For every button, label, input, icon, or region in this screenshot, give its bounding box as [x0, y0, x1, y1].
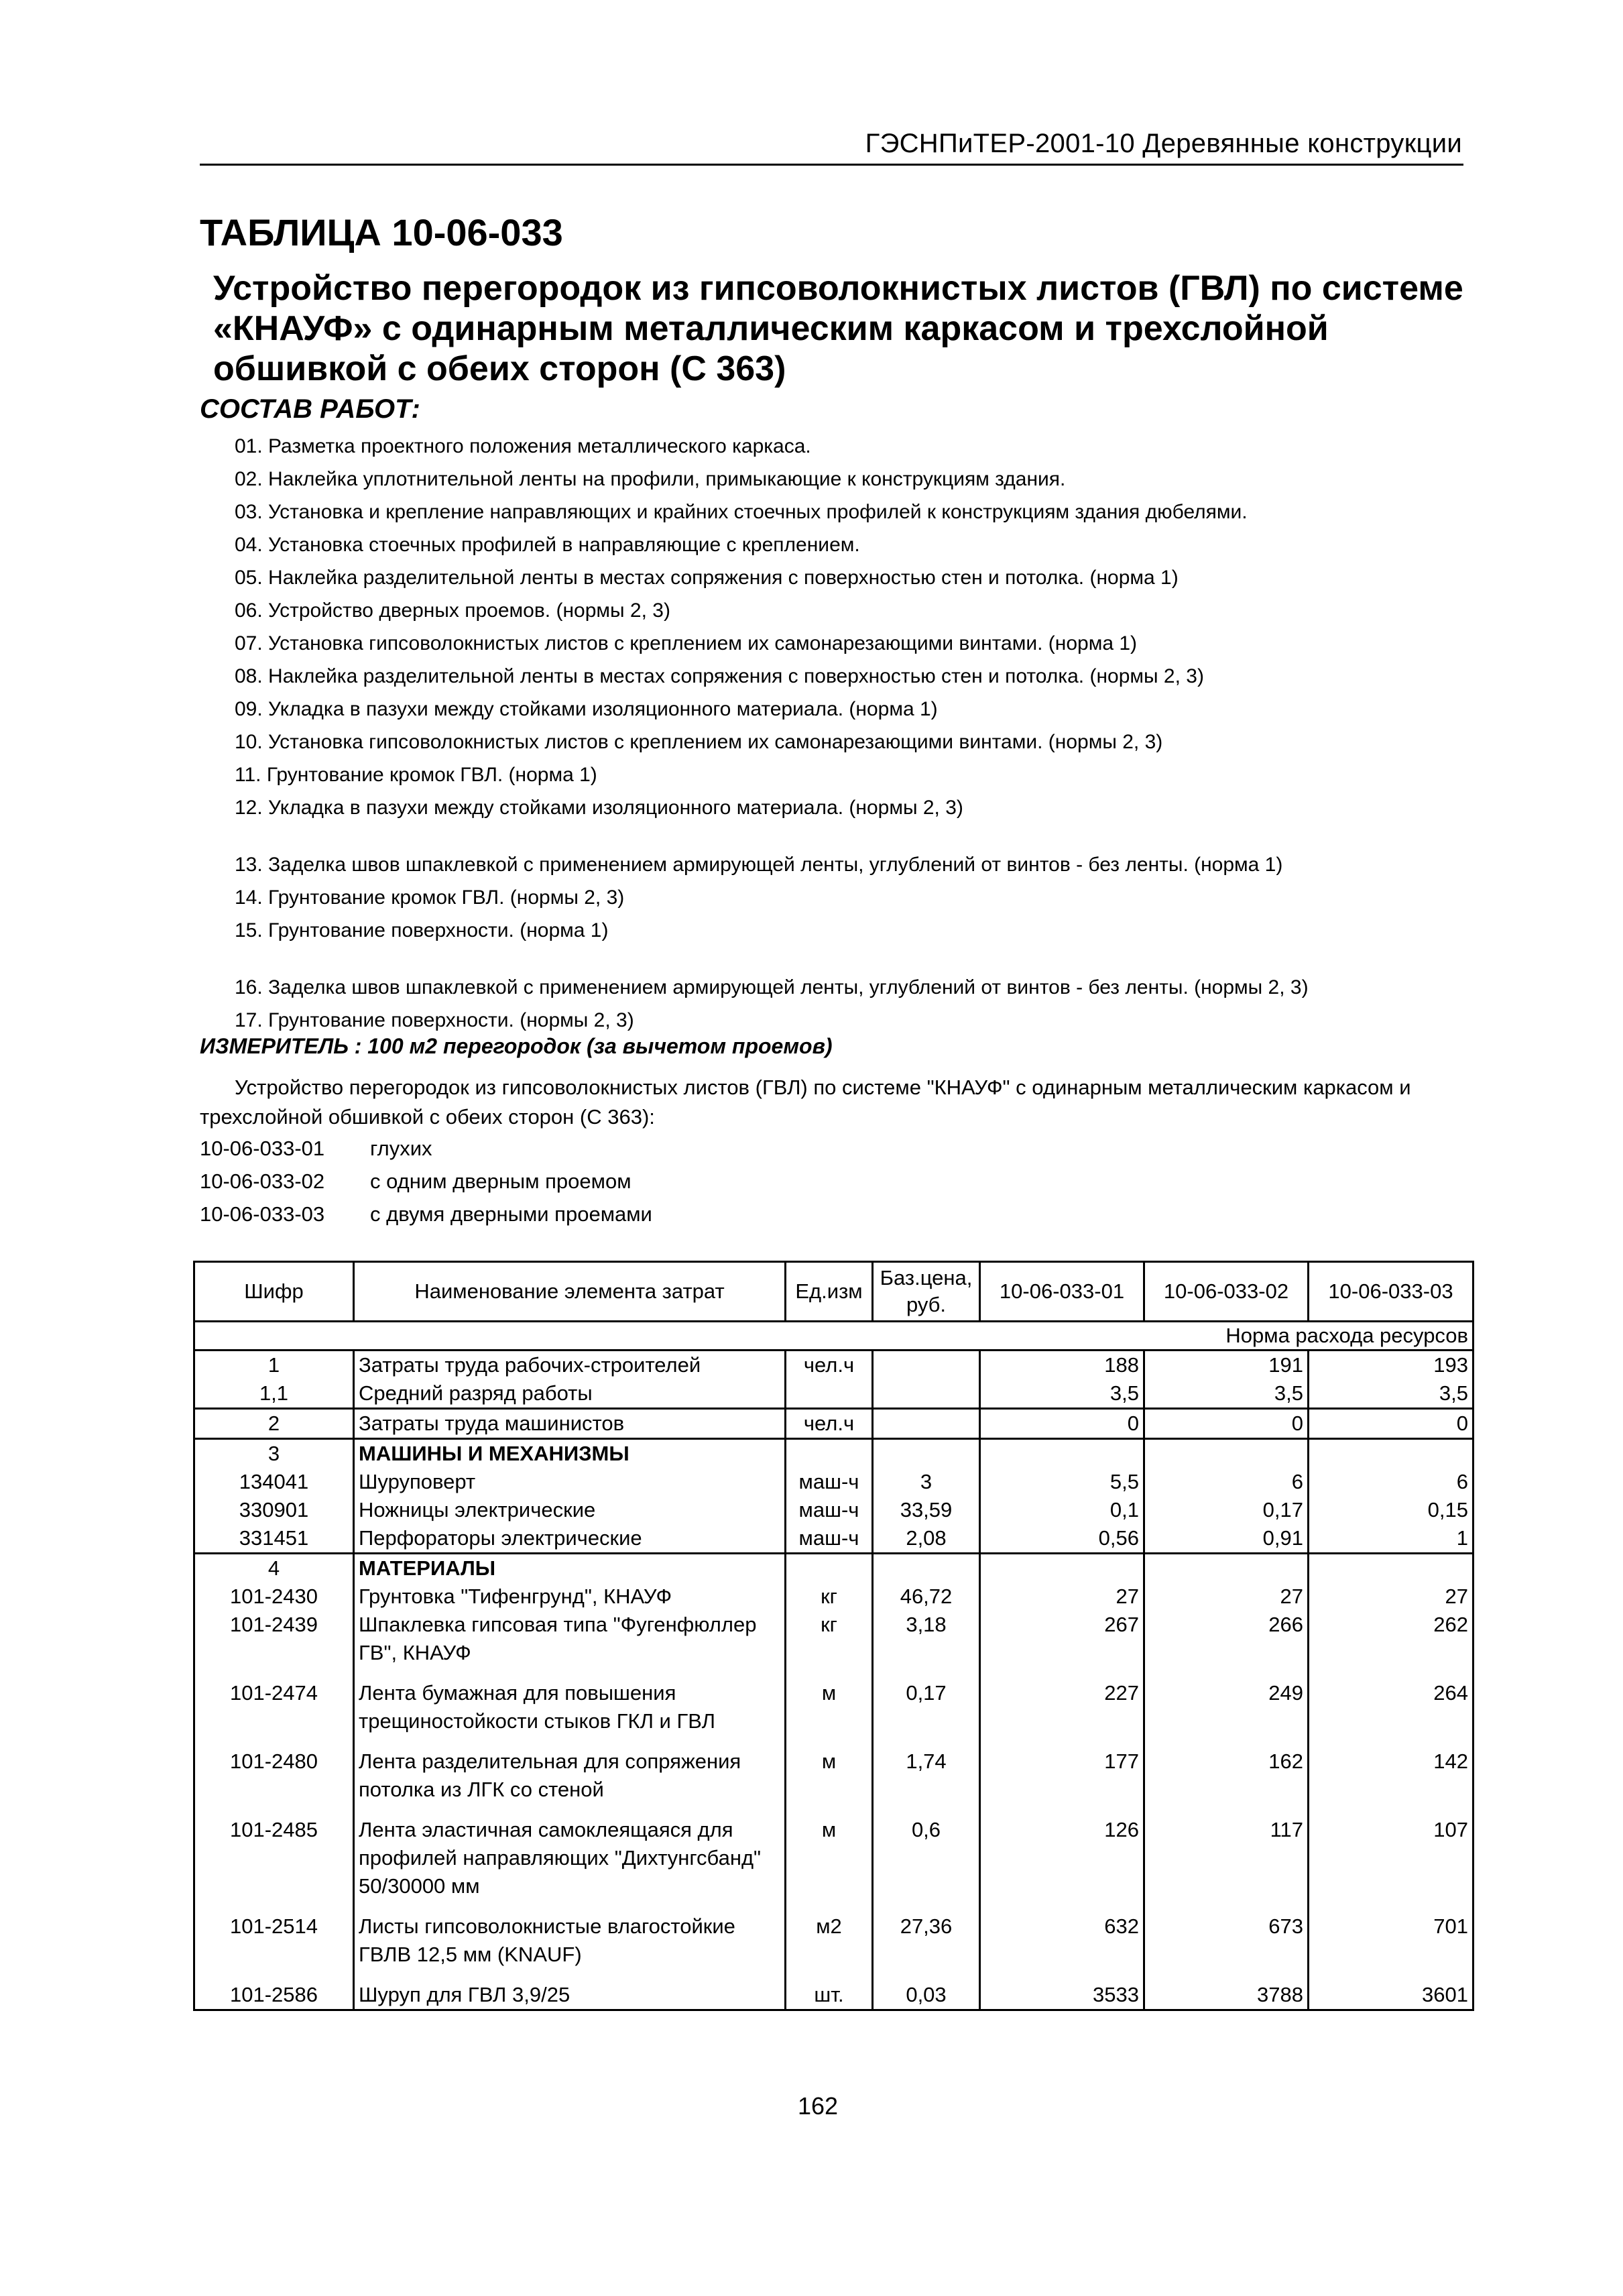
row-name: Лента разделительная для сопряжения потолка из ЛГК со стеной	[354, 1747, 786, 1816]
work-item: 07. Установка гипсоволокнистых листов с креплением их самонарезающими винтами. (норма 1)	[235, 632, 1138, 654]
row-code: 3	[194, 1439, 354, 1469]
row-unit: шт.	[786, 1981, 873, 2010]
row-value-2: 162	[1144, 1747, 1309, 1816]
work-item: 06. Устройство дверных проемов. (нормы 2, 3)	[235, 599, 670, 622]
row-name: Затраты труда машинистов	[354, 1409, 786, 1439]
table-row	[194, 1524, 1474, 1554]
row-unit: маш-ч	[786, 1496, 873, 1524]
table-row	[194, 1679, 1474, 1747]
header-name: Наименование элемента затрат	[354, 1262, 786, 1322]
table-header-row	[194, 1262, 1474, 1322]
row-unit	[786, 1554, 873, 1583]
work-item: 17. Грунтование поверхности. (нормы 2, 3)	[235, 1009, 634, 1031]
row-value-3: 701	[1309, 1912, 1474, 1981]
row-code: 134041	[194, 1468, 354, 1496]
row-value-1: 5,5	[980, 1468, 1144, 1496]
row-price: 3,18	[873, 1611, 980, 1679]
row-value-3: 3,5	[1309, 1379, 1474, 1409]
row-unit: м	[786, 1816, 873, 1912]
row-value-3: 107	[1309, 1816, 1474, 1912]
work-item: 03. Установка и крепление направляющих и крайних стоечных профилей к конструкциям здания дюбелями.	[235, 501, 1248, 523]
row-name: Шуруповерт	[354, 1468, 786, 1496]
row-price: 33,59	[873, 1496, 980, 1524]
row-value-2	[1144, 1554, 1309, 1583]
work-item: 16. Заделка швов шпаклевкой с применением армирующей ленты, углублений от винтов - без ленты. (нормы 2, 3)	[235, 976, 1309, 998]
row-price: 27,36	[873, 1912, 980, 1981]
work-item: 12. Укладка в пазухи между стойками изоляционного материала. (нормы 2, 3)	[235, 797, 963, 819]
row-value-1: 126	[980, 1816, 1144, 1912]
row-code: 101-2485	[194, 1816, 354, 1912]
row-value-1: 267	[980, 1611, 1144, 1679]
row-code: 331451	[194, 1524, 354, 1554]
row-code: 101-2430	[194, 1583, 354, 1611]
variants-description: Устройство перегородок из гипсоволокнистых листов (ГВЛ) по системе "КНАУФ" с одинарным металлическим каркасом и трехслойной обшивкой с обеих сторон (С 363):	[200, 1076, 1411, 1129]
table-code: ТАБЛИЦА 10-06-033	[200, 211, 563, 253]
header-variant-1: 10-06-033-01	[980, 1262, 1144, 1322]
table-row	[194, 1912, 1474, 1981]
measurement-unit: ИЗМЕРИТЕЛЬ : 100 м2 перегородок (за вычетом проемов)	[200, 1034, 833, 1058]
row-price: 0,17	[873, 1679, 980, 1747]
row-value-3: 0	[1309, 1409, 1474, 1439]
work-item: 01. Разметка проектного положения металлического каркаса.	[235, 435, 811, 457]
row-value-2: 0,17	[1144, 1496, 1309, 1524]
row-name: Шпаклевка гипсовая типа "Фугенфюллер ГВ", КНАУФ	[354, 1611, 786, 1679]
work-item: 11. Грунтование кромок ГВЛ. (норма 1)	[235, 764, 597, 786]
row-value-3: 142	[1309, 1747, 1474, 1816]
row-value-1: 227	[980, 1679, 1144, 1747]
row-unit: м	[786, 1679, 873, 1747]
row-unit: кг	[786, 1583, 873, 1611]
row-unit: маш-ч	[786, 1524, 873, 1554]
work-composition-heading: СОСТАВ РАБОТ:	[200, 394, 420, 424]
table-row	[194, 1981, 1474, 2010]
row-unit: м	[786, 1747, 873, 1816]
row-value-3	[1309, 1439, 1474, 1469]
table-row	[194, 1351, 1474, 1380]
row-name: Лента эластичная самоклеящаяся для профилей направляющих "Дихтунгсбанд" 50/30000 мм	[354, 1816, 786, 1912]
row-value-3: 264	[1309, 1679, 1474, 1747]
row-value-1: 632	[980, 1912, 1144, 1981]
row-name: Грунтовка "Тифенгрунд", КНАУФ	[354, 1583, 786, 1611]
row-value-1	[980, 1554, 1144, 1583]
row-value-2: 0	[1144, 1409, 1309, 1439]
work-item: 04. Установка стоечных профилей в направляющие с креплением.	[235, 534, 860, 556]
row-value-1: 3533	[980, 1981, 1144, 2010]
row-value-1: 0,56	[980, 1524, 1144, 1554]
row-price	[873, 1554, 980, 1583]
row-code: 2	[194, 1409, 354, 1439]
row-value-2: 3788	[1144, 1981, 1309, 2010]
row-code: 101-2480	[194, 1747, 354, 1816]
row-price: 1,74	[873, 1747, 980, 1816]
row-value-3: 193	[1309, 1351, 1474, 1380]
header-rule	[200, 164, 1463, 166]
row-code: 330901	[194, 1496, 354, 1524]
row-value-3: 6	[1309, 1468, 1474, 1496]
work-item: 15. Грунтование поверхности. (норма 1)	[235, 919, 609, 941]
row-code: 101-2514	[194, 1912, 354, 1981]
norm-label-row	[194, 1322, 1474, 1351]
header-variant-2: 10-06-033-02	[1144, 1262, 1309, 1322]
header-unit: Ед.изм	[786, 1262, 873, 1322]
table-title: Устройство перегородок из гипсоволокнистых листов (ГВЛ) по системе «КНАУФ» с одинарным металлическим каркасом и трехслойной обшивкой с обеих сторон (С 363)	[213, 269, 1463, 388]
row-name: МАТЕРИАЛЫ	[354, 1554, 786, 1583]
header-variant-3: 10-06-033-03	[1309, 1262, 1474, 1322]
variant-label: с одним дверным проемом	[370, 1169, 632, 1193]
row-value-1	[980, 1439, 1144, 1469]
row-value-2: 191	[1144, 1351, 1309, 1380]
table-row	[194, 1554, 1474, 1583]
row-value-2: 27	[1144, 1583, 1309, 1611]
row-value-3: 27	[1309, 1583, 1474, 1611]
row-value-2: 673	[1144, 1912, 1309, 1981]
row-code: 101-2439	[194, 1611, 354, 1679]
table-row	[194, 1409, 1474, 1439]
row-value-2: 0,91	[1144, 1524, 1309, 1554]
row-price: 3	[873, 1468, 980, 1496]
row-name: Средний разряд работы	[354, 1379, 786, 1409]
table-row	[194, 1747, 1474, 1816]
table-row	[194, 1379, 1474, 1409]
resource-table	[193, 1261, 1474, 2011]
row-value-1: 177	[980, 1747, 1144, 1816]
row-name: Ножницы электрические	[354, 1496, 786, 1524]
row-value-1: 0	[980, 1409, 1144, 1439]
row-name: Листы гипсоволокнистые влагостойкие ГВЛВ 12,5 мм (KNAUF)	[354, 1912, 786, 1981]
row-value-2	[1144, 1439, 1309, 1469]
row-value-2: 117	[1144, 1816, 1309, 1912]
row-unit: м2	[786, 1912, 873, 1981]
row-name: Затраты труда рабочих-строителей	[354, 1351, 786, 1380]
variant-label: глухих	[370, 1137, 432, 1160]
row-unit: чел.ч	[786, 1409, 873, 1439]
row-value-1: 27	[980, 1583, 1144, 1611]
row-unit	[786, 1379, 873, 1409]
work-item: 13. Заделка швов шпаклевкой с применением армирующей ленты, углублений от винтов - без ленты. (норма 1)	[235, 854, 1283, 876]
row-name: Лента бумажная для повышения трещиностойкости стыков ГКЛ и ГВЛ	[354, 1679, 786, 1747]
row-value-2: 266	[1144, 1611, 1309, 1679]
row-unit: чел.ч	[786, 1351, 873, 1380]
row-value-1: 0,1	[980, 1496, 1144, 1524]
row-value-3: 0,15	[1309, 1496, 1474, 1524]
row-unit	[786, 1439, 873, 1469]
work-item: 09. Укладка в пазухи между стойками изоляционного материала. (норма 1)	[235, 698, 938, 720]
row-value-3: 1	[1309, 1524, 1474, 1554]
work-item: 10. Установка гипсоволокнистых листов с креплением их самонарезающими винтами. (нормы 2, 3)	[235, 731, 1163, 753]
variant-code: 10-06-033-01	[200, 1137, 325, 1160]
row-price: 46,72	[873, 1583, 980, 1611]
variant-code: 10-06-033-02	[200, 1169, 325, 1193]
row-value-1: 3,5	[980, 1379, 1144, 1409]
row-value-1: 188	[980, 1351, 1144, 1380]
table-row	[194, 1611, 1474, 1679]
row-value-2: 249	[1144, 1679, 1309, 1747]
variant-label: с двумя дверными проемами	[370, 1202, 652, 1226]
norm-label: Норма расхода ресурсов	[194, 1322, 1474, 1351]
table-row	[194, 1816, 1474, 1912]
row-price	[873, 1351, 980, 1380]
work-item: 08. Наклейка разделительной ленты в местах сопряжения с поверхностью стен и потолка. (нормы 2, 3)	[235, 665, 1204, 687]
header-code: Шифр	[194, 1262, 354, 1322]
running-header: ГЭСНПиТЕР-2001-10 Деревянные конструкции	[865, 129, 1462, 158]
table-row	[194, 1468, 1474, 1496]
row-code: 1	[194, 1351, 354, 1380]
row-price: 2,08	[873, 1524, 980, 1554]
row-unit: кг	[786, 1611, 873, 1679]
page-number: 162	[798, 2092, 839, 2120]
work-item: 05. Наклейка разделительной ленты в местах сопряжения с поверхностью стен и потолка. (норма 1)	[235, 567, 1179, 589]
row-code: 4	[194, 1554, 354, 1583]
row-price: 0,6	[873, 1816, 980, 1912]
row-value-3	[1309, 1554, 1474, 1583]
table-row	[194, 1439, 1474, 1469]
row-price	[873, 1409, 980, 1439]
row-value-3: 262	[1309, 1611, 1474, 1679]
row-value-2: 3,5	[1144, 1379, 1309, 1409]
row-code: 101-2474	[194, 1679, 354, 1747]
header-price: Баз.цена, руб.	[873, 1262, 980, 1322]
table-row	[194, 1496, 1474, 1524]
table-row	[194, 1583, 1474, 1611]
variant-code: 10-06-033-03	[200, 1202, 325, 1226]
row-code: 101-2586	[194, 1981, 354, 2010]
row-name: МАШИНЫ И МЕХАНИЗМЫ	[354, 1439, 786, 1469]
row-value-2: 6	[1144, 1468, 1309, 1496]
row-price	[873, 1379, 980, 1409]
row-value-3: 3601	[1309, 1981, 1474, 2010]
row-unit: маш-ч	[786, 1468, 873, 1496]
row-price	[873, 1439, 980, 1469]
row-code: 1,1	[194, 1379, 354, 1409]
row-name: Перфораторы электрические	[354, 1524, 786, 1554]
row-name: Шуруп для ГВЛ 3,9/25	[354, 1981, 786, 2010]
work-item: 14. Грунтование кромок ГВЛ. (нормы 2, 3)	[235, 886, 625, 909]
row-price: 0,03	[873, 1981, 980, 2010]
work-item: 02. Наклейка уплотнительной ленты на профили, примыкающие к конструкциям здания.	[235, 468, 1066, 490]
